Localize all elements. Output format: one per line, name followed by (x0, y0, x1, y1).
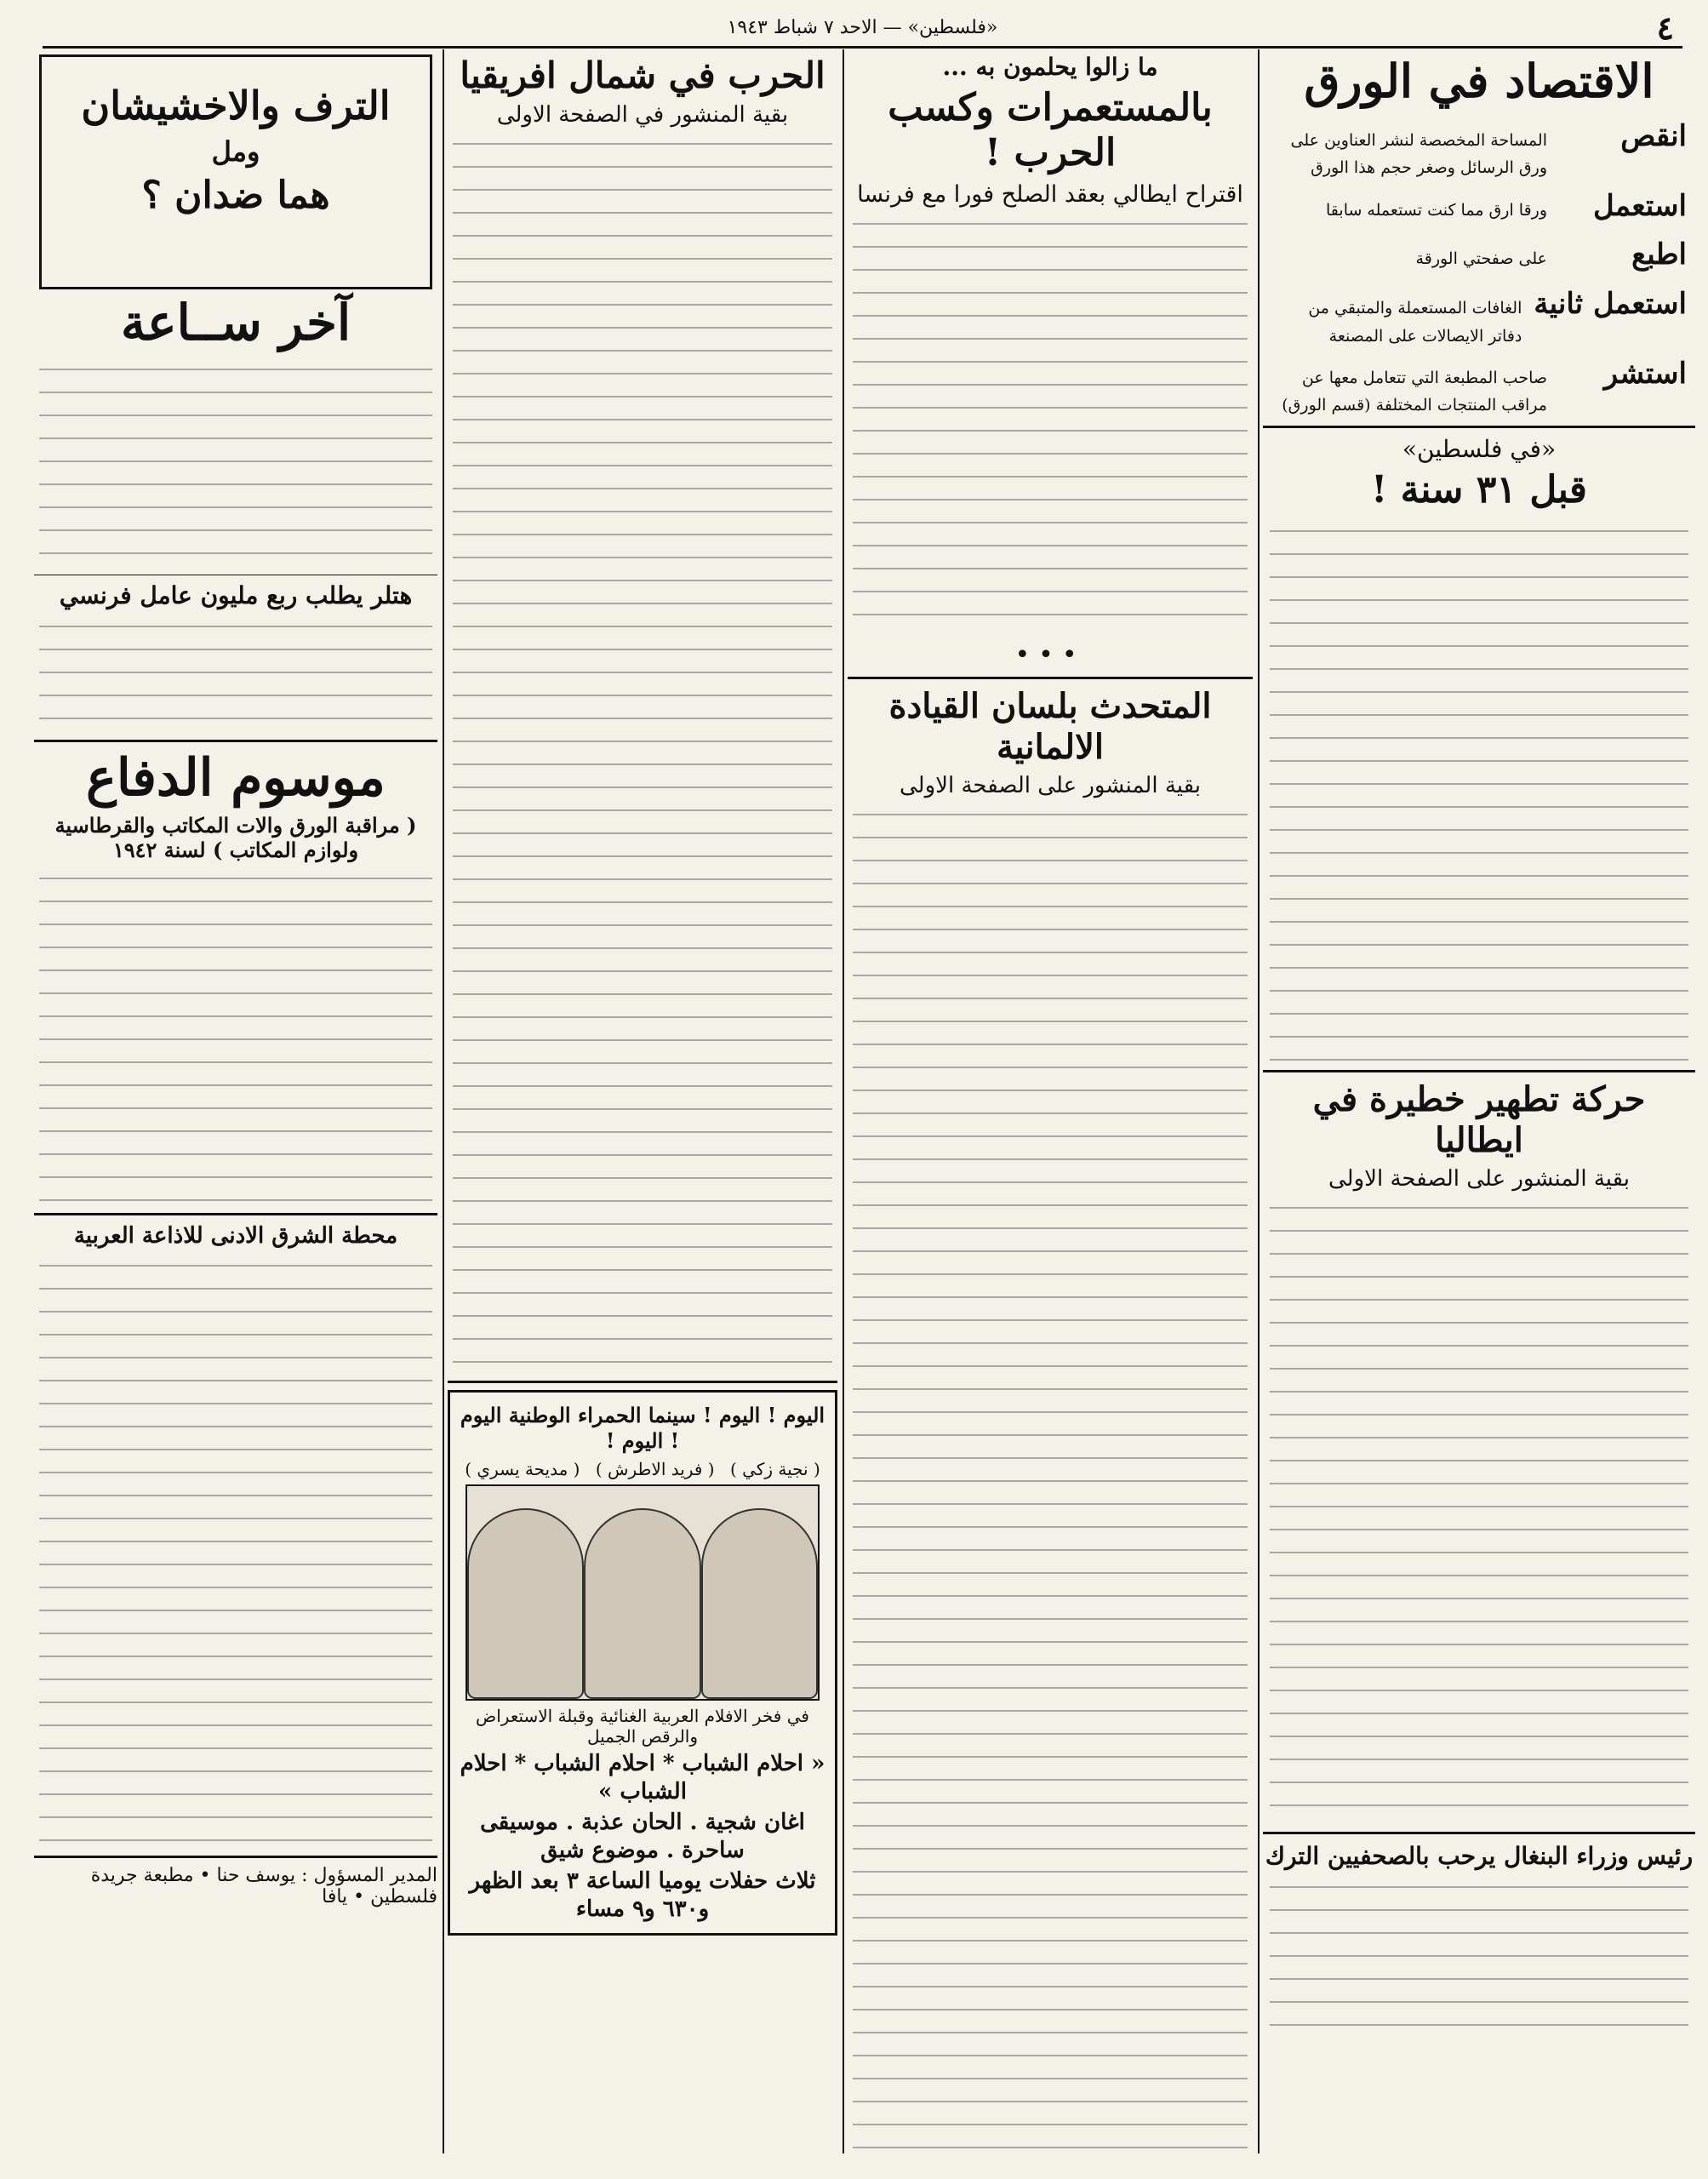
kicker: ما زالوا يحلمون به ... (942, 53, 1158, 81)
masthead-strip (43, 9, 1682, 49)
ad-headline: اليوم ! اليوم ! سينما الحمراء الوطنية اليوم ! اليوم ! (460, 1403, 825, 1454)
box-title-line3: هما ضدان ؟ (141, 174, 330, 218)
portrait-image (467, 1508, 584, 1699)
headline-italy-purge: حركة تطهير خطيرة في ايطاليا (1312, 1079, 1646, 1161)
ad-description: في فخر الافلام العربية الغنائية وقبلة الاستعراض والرقص الجميل (476, 1706, 809, 1747)
list-item: انقص المساحة المخصصة لنشر العناوين على ورق الرسائل وصغر حجم هذا الورق (1290, 119, 1687, 178)
article-body (1263, 518, 1695, 1063)
column-center-right (848, 49, 1253, 2153)
article-body (848, 211, 1253, 637)
paper-economy-list (1263, 112, 1695, 419)
ad-line: اغان شجية . الحان عذبة . موسيقى ساحرة . موضوع شيق (480, 1810, 805, 1863)
column-left (34, 49, 437, 2153)
box-title-line1: الترف والاخشيشان (81, 83, 391, 129)
headline-defense-decree: موسوم الدفاع (86, 747, 386, 808)
article-body (1263, 1874, 1695, 2045)
column-rule (443, 49, 444, 2153)
article-body (34, 866, 437, 1206)
cast-name: ( نجية زكي ) (730, 1459, 820, 1480)
ad-cast (457, 1459, 828, 1479)
portrait-image (701, 1508, 818, 1699)
ad-film-title: « احلام الشباب * احلام الشباب * احلام الشباب » (460, 1751, 825, 1804)
column-right (1263, 49, 1695, 2153)
portrait-image (584, 1508, 700, 1699)
radio-schedule-list (34, 1253, 437, 1849)
headline-bengal-turks: رئيس وزراء البنغال يرحب بالصحفيين الترك (1265, 1842, 1694, 1871)
ad-portraits (466, 1484, 820, 1701)
headline-italy-sub: بقية المنشور على الصفحة الاولى (1328, 1166, 1630, 1192)
article-body (34, 614, 437, 733)
headline-paper-economy: الاقتصاد في الورق (1304, 54, 1654, 108)
column-rule (843, 49, 844, 2153)
headline-radio-schedule: محطة الشرق الادنى للاذاعة العربية (73, 1222, 398, 1249)
list-item: استعمل ثانية الغافات المستعملة والمتبقي من دفاتر الايصالات على المصنعة (1308, 287, 1687, 346)
box-title-line2: ومل (211, 135, 260, 169)
list-item: اطبع على صفحتي الورقة (1415, 237, 1687, 272)
boxed-feature (39, 54, 432, 289)
article-body (34, 357, 437, 569)
headline-hitler-workers: هتلر يطلب ربع مليون عامل فرنسي (59, 580, 413, 609)
column-center-left (448, 49, 837, 2153)
headline-last-hour: آخر ســاعة (120, 294, 351, 352)
article-body (848, 802, 1253, 2153)
page-number: ٤ (1656, 9, 1674, 47)
article-body (448, 131, 837, 1374)
cast-name: ( فريد الاطرش ) (595, 1459, 715, 1480)
headline-north-africa: الحرب في شمال افريقيا (460, 54, 825, 96)
masthead-date: «فلسطين» — الاحد ٧ شباط ١٩٤٣ (727, 17, 998, 38)
list-item: استعمل ورقا ارق مما كنت تستعمله سابقا (1326, 188, 1687, 223)
cast-name: ( مديحة يسري ) (465, 1459, 580, 1480)
separator-dots: ••• (1014, 639, 1086, 670)
article-body (1263, 1195, 1695, 1825)
headline-german-spokesman: المتحدث بلسان القيادة الالمانية (888, 685, 1212, 767)
headline-german-sub: بقية المنشور على الصفحة الاولى (900, 772, 1201, 798)
column-rule (1258, 49, 1260, 2153)
ad-showtimes: ثلاث حفلات يوميا الساعة ٣ بعد الظهر و٦٣٠ و٩ مساء (469, 1868, 816, 1922)
section-tag: «في فلسطين» (1402, 435, 1557, 464)
headline-colonies: بالمستعمرات وكسب الحرب ! (888, 86, 1213, 174)
headline-31-years: قبل ٣١ سنة ! (1371, 468, 1587, 512)
cinema-advertisement (448, 1390, 837, 1936)
headline-north-africa-sub: بقية المنشور في الصفحة الاولى (496, 102, 789, 129)
list-item: استشر صاحب المطبعة التي تتعامل معها عن مراقب المنتجات المختلفة (قسم الورق) (1282, 356, 1687, 415)
headline-colonies-sub: اقتراح ايطالي بعقد الصلح فورا مع فرنسا (857, 180, 1243, 208)
headline-defense-decree-sub: ( مراقبة الورق والات المكاتب والقرطاسية ولوازم المكاتب ) لسنة ١٩٤٢ (54, 812, 417, 862)
publisher-footer: المدير المسؤول : يوسف حنا • مطبعة جريدة فلسطين • يافا (90, 1865, 437, 1908)
